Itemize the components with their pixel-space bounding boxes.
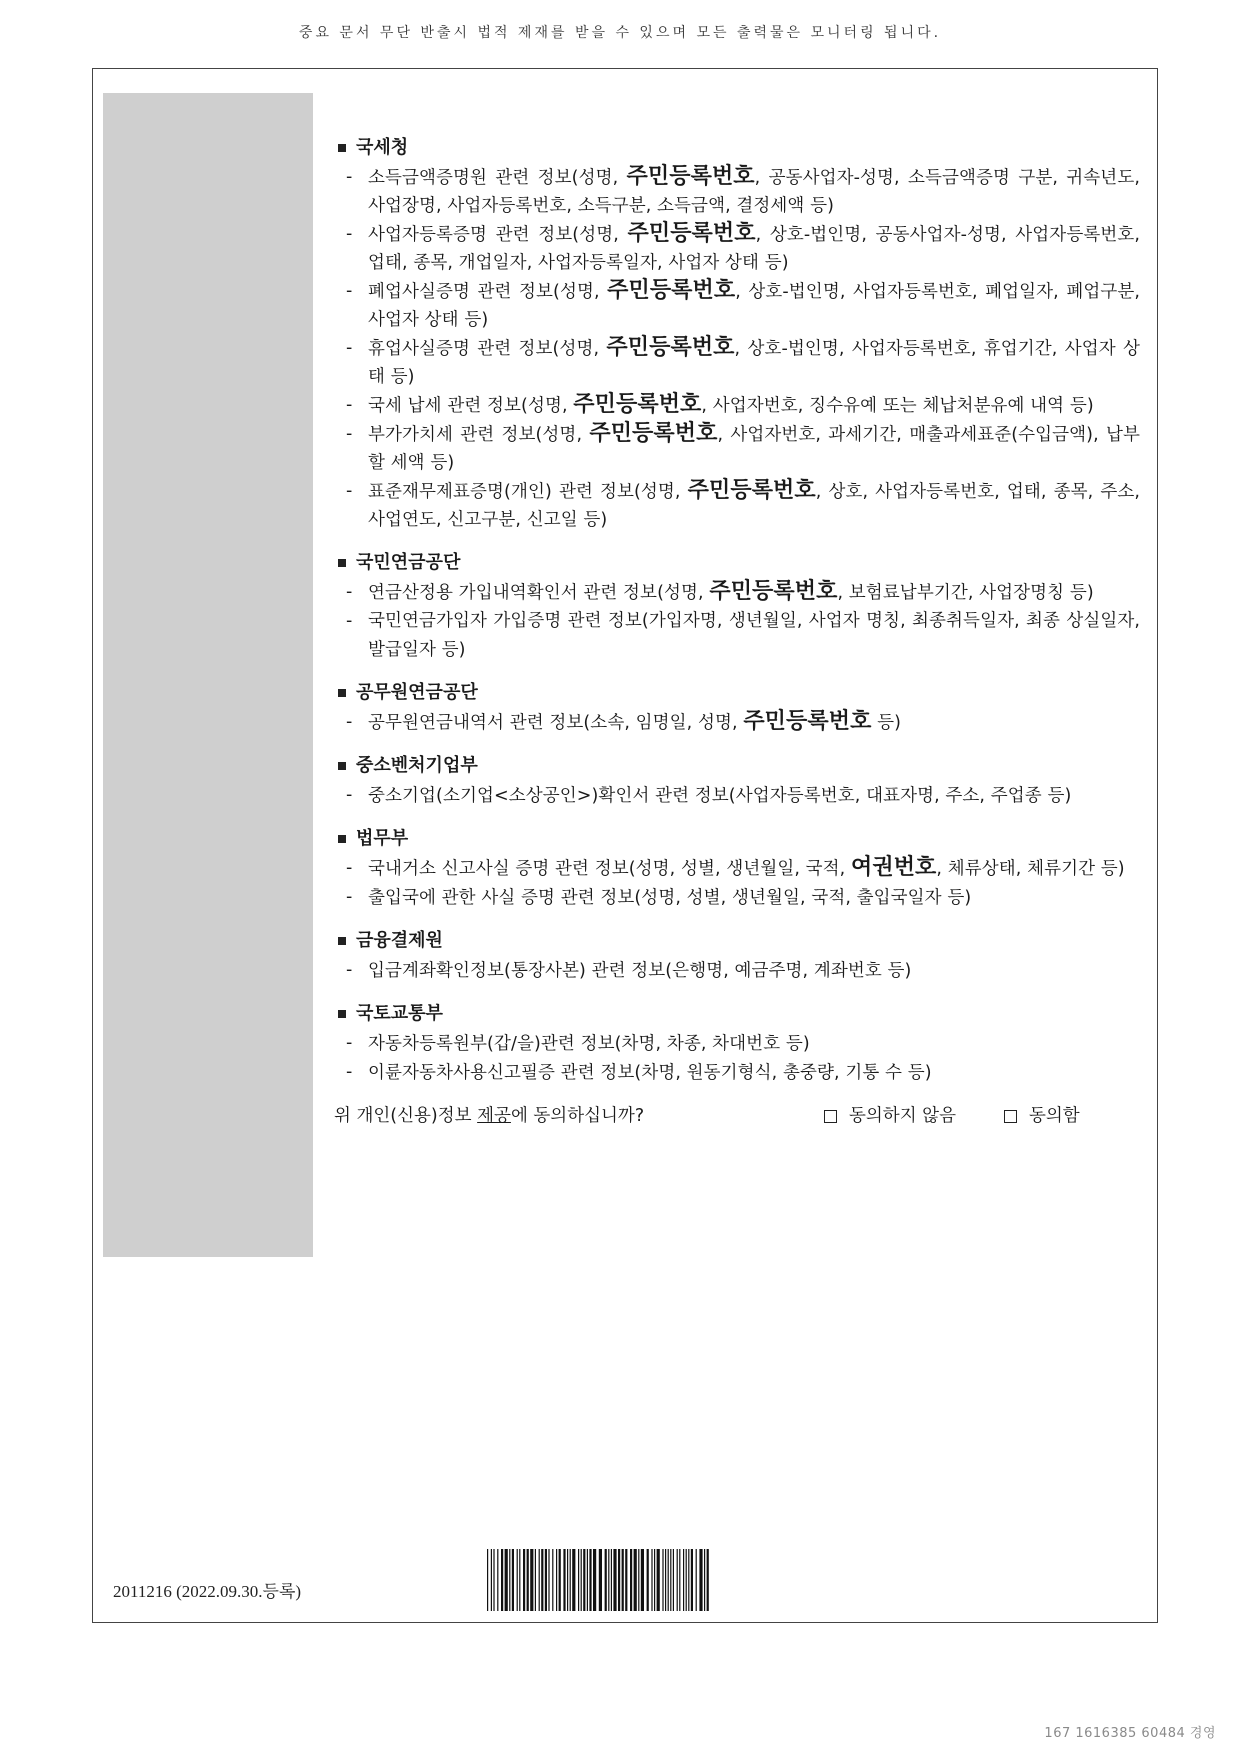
barcode-bar [613,1549,616,1611]
item-text: , 보험료납부기간, 사업장명칭 등) [837,583,1094,603]
section-title: 중소벤처기업부 [356,755,478,776]
item-text: , 상호, 사업자등록번호, 업태, 종목, 주소, 사업연도, 신고구분, 신고일 등) [368,482,1140,530]
gray-side-strip [103,93,313,1257]
barcode-bar [679,1549,680,1611]
item-text: , 상호-법인명, 사업자등록번호, 휴업기간, 사업자 상태 등) [368,339,1140,387]
barcode-bar [567,1549,568,1611]
barcode [487,1549,709,1611]
consent-question-row [334,1101,1140,1131]
barcode-bar [665,1549,666,1611]
dash-bullet: - [346,338,353,358]
barcode-bar [670,1549,671,1611]
barcode-bar [618,1549,620,1611]
emphasized-field: 주민등록번호 [607,278,736,303]
item-text: 이륜자동차사용신고필증 관련 정보(차명, 원동기형식, 총중량, 기통 수 등) [368,1063,932,1083]
section-title: 금융결제원 [356,930,443,951]
item-text: 국민연금가입자 가입증명 관련 정보(가입자명, 생년월일, 사업자 명칭, 최종취득일자, 최종 상실일자, 발급일자 등) [368,611,1140,660]
barcode-bar [608,1549,609,1611]
dash-bullet: - [346,281,353,301]
barcode-bar [559,1549,561,1611]
question-suffix: 에 동의하십니까? [510,1106,645,1126]
dash-bullet: - [346,887,353,907]
list-item [334,781,1140,810]
barcode-bar [541,1549,543,1611]
item-text: 사업자등록증명 관련 정보(성명, [368,225,628,245]
consent-question [334,1102,644,1130]
agree-option[interactable] [1004,1102,1080,1130]
section-title: 법무부 [356,828,409,849]
barcode-bar [505,1549,508,1611]
list-item [334,883,1140,912]
barcode-bar [654,1549,655,1611]
agree-checkbox[interactable] [1004,1110,1017,1123]
barcode-bar [638,1549,639,1611]
section-heading [334,824,1140,854]
square-bullet-icon [338,559,346,567]
barcode-bar [527,1549,529,1611]
dash-bullet: - [346,1062,353,1082]
item-text: 입금계좌확인정보(통장사본) 관련 정보(은행명, 예금주명, 계좌번호 등) [368,961,912,981]
barcode-bar [512,1549,514,1611]
section-heading [334,678,1140,708]
section [334,678,1140,737]
barcode-bar [583,1549,585,1611]
barcode-bar [686,1549,687,1611]
list-item [334,420,1140,477]
section-heading [334,133,1140,163]
question-underlined: 제공 [477,1106,511,1126]
barcode-bar [699,1549,702,1611]
square-bullet-icon [338,689,346,697]
item-text: 중소기업(소기업<소상공인>)확인서 관련 정보(사업자등록번호, 대표자명, 주소, 주업종 등) [368,786,1072,806]
emphasized-field: 주민등록번호 [687,478,816,503]
item-text: 폐업사실증명 관련 정보(성명, [368,282,608,302]
barcode-bar [611,1549,612,1611]
barcode-bar [696,1549,697,1611]
barcode-bar [501,1549,503,1611]
barcode-bar [487,1549,488,1611]
list-item [334,578,1140,607]
agree-label: 동의함 [1029,1106,1080,1126]
barcode-bar [668,1549,669,1611]
dash-bullet: - [346,481,353,501]
disagree-label: 동의하지 않음 [849,1106,956,1126]
barcode-bar [704,1549,705,1611]
item-text: 소득금액증명원 관련 정보(성명, [368,168,627,188]
section-heading [334,999,1140,1029]
item-text: , 공동사업자-성명, 소득금액증명 구분, 귀속년도, 사업장명, 사업자등록번호, 소득구분, 소득금액, 결정세액 등) [368,168,1140,216]
list-item [334,607,1140,664]
section-title: 국세청 [356,137,409,158]
section-heading [334,548,1140,578]
barcode-bar [683,1549,684,1611]
barcode-bar [519,1549,520,1611]
list-item [334,277,1140,334]
dash-bullet: - [346,395,353,415]
barcode-bar [523,1549,525,1611]
barcode-bar [572,1549,575,1611]
section [334,926,1140,985]
square-bullet-icon [338,762,346,770]
barcode-bar [497,1549,498,1611]
barcode-bar [578,1549,579,1611]
item-text: 부가가치세 관련 정보(성명, [368,425,590,445]
emphasized-field: 여권번호 [851,855,937,880]
barcode-bar [651,1549,652,1611]
barcode-bar [707,1549,709,1611]
question-prefix: 위 개인(신용)정보 [334,1106,478,1126]
section [334,548,1140,664]
item-text: , 사업자번호, 징수유예 또는 체납처분유예 내역 등) [701,396,1094,416]
list-item [334,477,1140,534]
emphasized-field: 주민등록번호 [743,709,872,734]
list-item [334,334,1140,391]
list-item [334,163,1140,220]
barcode-bar [647,1549,649,1611]
barcode-bar [593,1549,596,1611]
barcode-bar [581,1549,582,1611]
barcode-bar [545,1549,547,1611]
item-text: , 체류상태, 체류기간 등) [936,859,1125,879]
barcode-bar [517,1549,518,1611]
emphasized-field: 주민등록번호 [573,392,702,417]
barcode-bar [625,1549,627,1611]
item-text: 공무원연금내역서 관련 정보(소속, 임명일, 성명, [368,713,744,733]
barcode-bar [605,1549,607,1611]
list-item [334,708,1140,737]
item-text: 국세 납세 관련 정보(성명, [368,396,574,416]
item-text: 연금산정용 가입내역확인서 관련 정보(성명, [368,583,710,603]
square-bullet-icon [338,144,346,152]
emphasized-field: 주민등록번호 [589,421,718,446]
item-text: , 사업자번호, 과세기간, 매출과세표준(수입금액), 납부할 세액 등) [368,425,1140,473]
barcode-bar [556,1549,557,1611]
emphasized-field: 주민등록번호 [627,221,756,246]
square-bullet-icon [338,1010,346,1018]
section [334,133,1140,534]
disagree-option[interactable] [824,1102,956,1130]
emphasized-field: 주민등록번호 [606,335,735,360]
emphasized-field: 주민등록번호 [709,579,838,604]
item-text: 국내거소 신고사실 증명 관련 정보(성명, 성별, 생년월일, 국적, [368,859,851,879]
list-item [334,1058,1140,1087]
barcode-bar [662,1549,663,1611]
section [334,824,1140,912]
section-title: 국민연금공단 [356,552,461,573]
barcode-bar [570,1549,571,1611]
item-text: 등) [871,713,902,733]
barcode-bar [587,1549,588,1611]
list-item [334,391,1140,420]
square-bullet-icon [338,835,346,843]
form-code: 2011216 (2022.09.30.등록) [113,1582,302,1601]
barcode-bar [539,1549,540,1611]
section-heading [334,751,1140,781]
item-text: 표준재무제표증명(개인) 관련 정보(성명, [368,482,688,502]
consent-content [334,133,1140,1131]
barcode-bar [493,1549,494,1611]
barcode-bar [530,1549,533,1611]
section-heading [334,926,1140,956]
barcode-bar [657,1549,660,1611]
section-title: 공무원연금공단 [356,682,478,703]
monitoring-notice: 중요 문서 무단 반출시 법적 제재를 받을 수 있으며 모든 출력물은 모니터링 됩니다. [298,25,942,41]
dash-bullet: - [346,424,353,444]
item-text: , 상호-법인명, 사업자등록번호, 폐업일자, 폐업구분, 사업자 상태 등) [368,282,1140,330]
item-text: 출입국에 관한 사실 증명 관련 정보(성명, 성별, 생년월일, 국적, 출입국일자 등) [368,888,972,908]
barcode-bar [552,1549,553,1611]
barcode-bar [634,1549,637,1611]
barcode-bar [491,1549,492,1611]
barcode-bar [599,1549,602,1611]
barcode-bar [691,1549,693,1611]
square-bullet-icon [338,937,346,945]
barcode-bar [677,1549,678,1611]
barcode-bar [622,1549,624,1611]
item-text: , 상호-법인명, 공동사업자-성명, 사업자등록번호, 업태, 종목, 개업일자, 사업자등록일자, 사업자 상태 등) [368,225,1140,273]
disagree-checkbox[interactable] [824,1110,837,1123]
section [334,999,1140,1087]
barcode-bar [509,1549,510,1611]
item-text: 휴업사실증명 관련 정보(성명, [368,339,607,359]
dash-bullet: - [346,960,353,980]
print-tracking-number: 167 1616385 60484 경영 [1044,1726,1216,1741]
dash-bullet: - [346,167,353,187]
form-frame [92,68,1158,1623]
barcode-bar [589,1549,591,1611]
barcode-bar [563,1549,565,1611]
dash-bullet: - [346,785,353,805]
section [334,751,1140,810]
item-text: 자동차등록원부(갑/을)관련 정보(차명, 차종, 차대번호 등) [368,1034,810,1054]
dash-bullet: - [346,712,353,732]
list-item [334,220,1140,277]
barcode-bar [630,1549,632,1611]
dash-bullet: - [346,582,353,602]
barcode-bar [673,1549,674,1611]
dash-bullet: - [346,1033,353,1053]
barcode-bar [641,1549,644,1611]
list-item [334,1029,1140,1058]
barcode-bar [535,1549,536,1611]
dash-bullet: - [346,224,353,244]
dash-bullet: - [346,611,353,631]
emphasized-field: 주민등록번호 [626,164,755,189]
list-item [334,956,1140,985]
barcode-bar [688,1549,689,1611]
section-title: 국토교통부 [356,1003,443,1024]
list-item [334,854,1140,883]
barcode-bar [548,1549,549,1611]
dash-bullet: - [346,858,353,878]
